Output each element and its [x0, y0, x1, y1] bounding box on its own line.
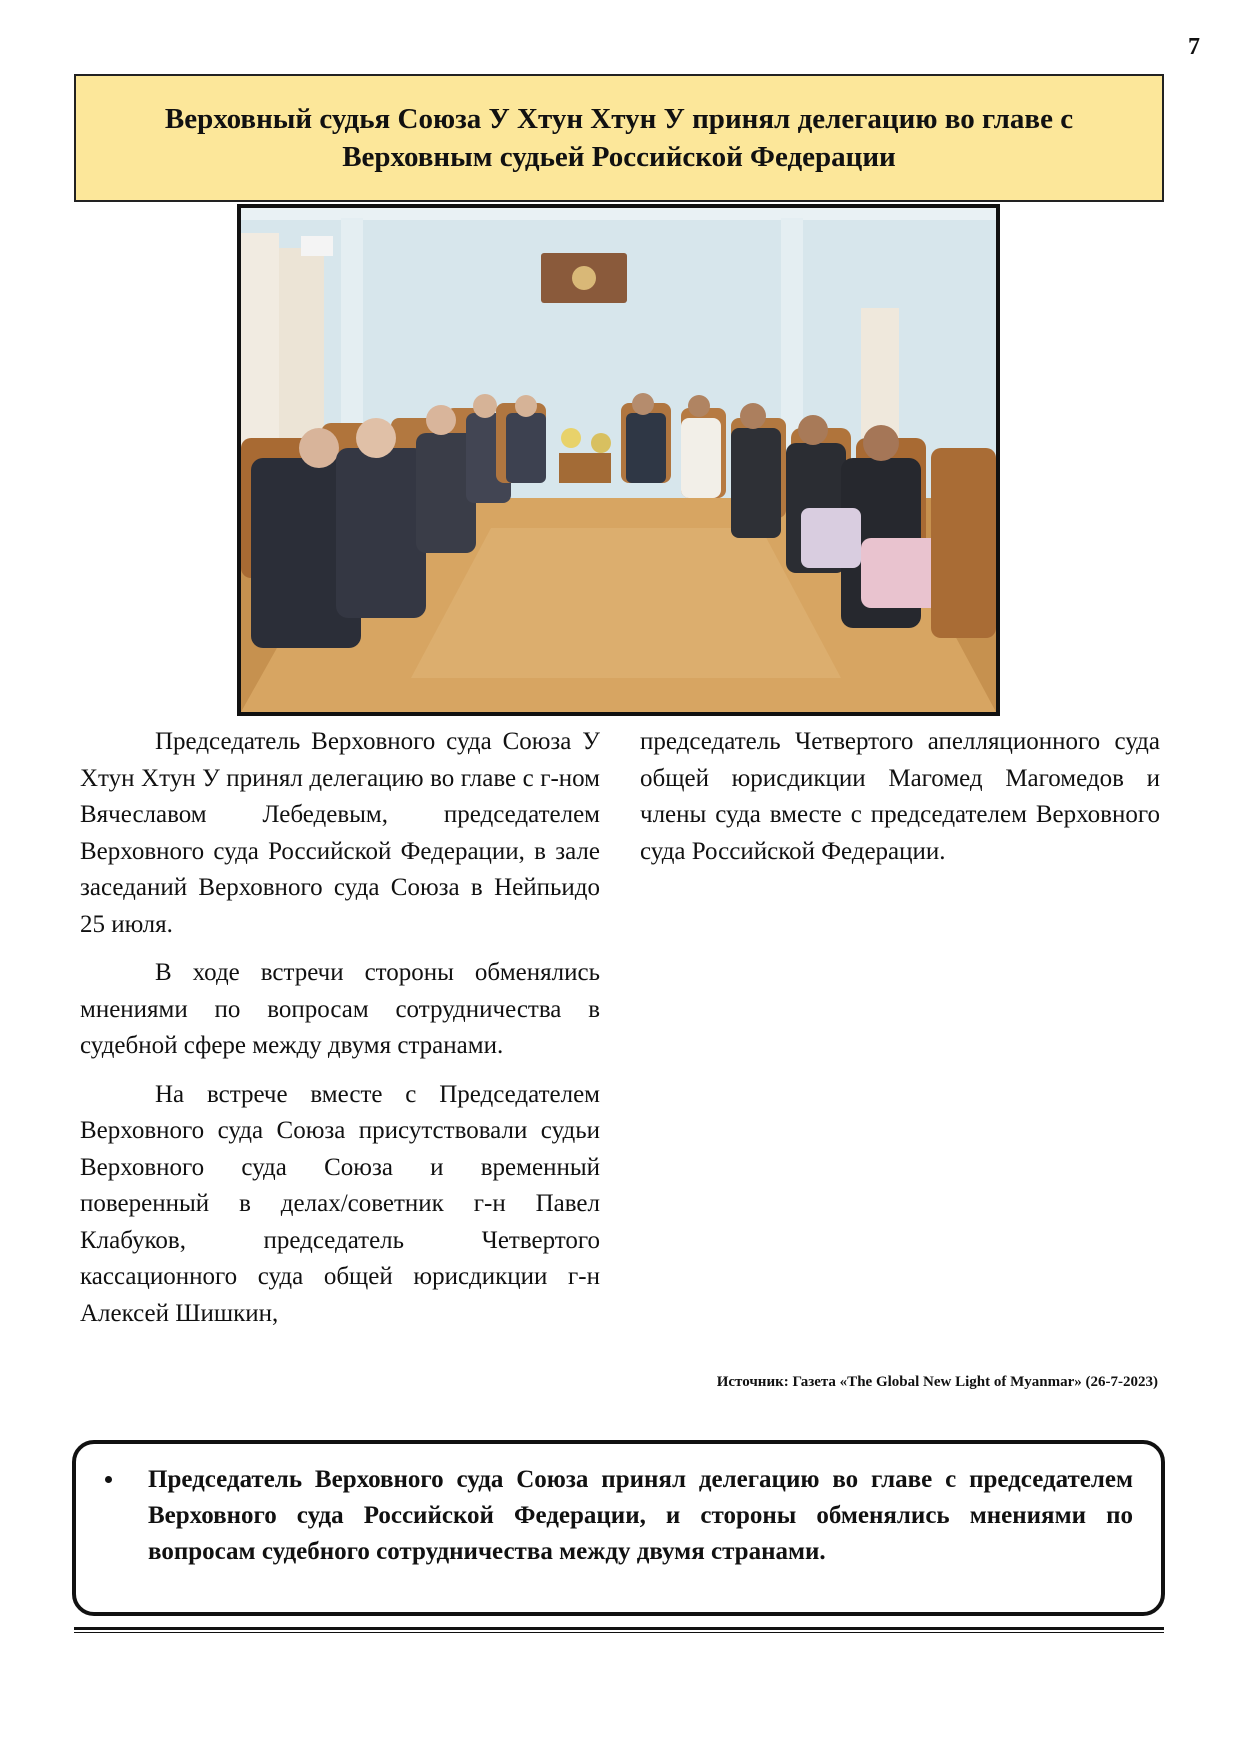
article-title: Верховный судья Союза У Хтун Хтун У принял делегацию во главе с Верховным судьей Российской Федерации: [164, 103, 1074, 173]
article-paragraph-continued: председатель Четвертого апелляционного суда общей юрисдикции Магомед Магомедов и члены суда вместе с председателем Верховного суда Российской Федерации.: [640, 728, 1160, 865]
meeting-photo-illustration: [241, 208, 996, 712]
article-column-left: [80, 724, 600, 1344]
summary-box: [72, 1440, 1165, 1616]
article-paragraph-3: На встрече вместе с Председателем Верховного суда Союза присутствовали судьи Верховного суда Союза и временный поверенный в делах/советник г-н Павел Клабуков, председатель Четвертого кассационного суда общей юрисдикции г-н Алексей Шишкин,: [80, 1080, 600, 1327]
meeting-photo: [237, 204, 1000, 716]
article-column-right: [640, 724, 1160, 882]
summary-list: [104, 1462, 1133, 1570]
source-citation: Источник: Газета «The Global New Light of Myanmar» (26-7-2023): [716, 1374, 1158, 1390]
article-paragraph-1: Председатель Верховного суда Союза У Хтун Хтун У принял делегацию во главе с г-ном Вячеславом Лебедевым, председателем Верховного суда Российской Федерации, в зале заседаний Верховного суда Союза в Нейпьидо 25 июля.: [80, 728, 600, 938]
page-number: 7: [1188, 34, 1200, 60]
summary-bullet: • Председатель Верховного суда Союза принял делегацию во главе с председателем Верховного суда Российской Федерации, и стороны обменялись мнениями по вопросам судебного сотрудничества между двумя странами.: [126, 1462, 1133, 1570]
article-paragraph-2: В ходе встречи стороны обменялись мнениями по вопросам сотрудничества в судебной сфере между двумя странами.: [80, 959, 600, 1059]
title-box: [74, 74, 1164, 202]
bottom-divider: [74, 1627, 1164, 1633]
